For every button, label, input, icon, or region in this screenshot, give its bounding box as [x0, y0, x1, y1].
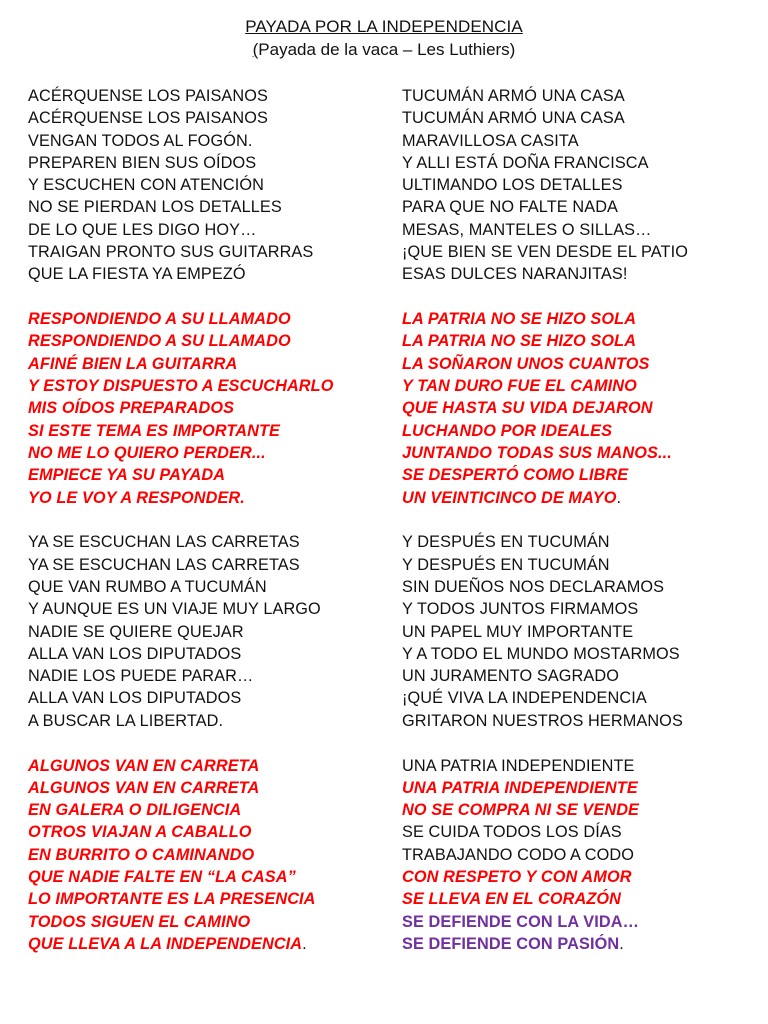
verse-line — [402, 308, 768, 330]
verse-line-text: TODOS SIGUEN EL CAMINO — [28, 912, 251, 931]
verse-line-text: QUE NADIE FALTE EN “LA CASA” — [28, 868, 296, 886]
verse-line — [402, 821, 768, 843]
verse-line — [28, 911, 398, 933]
verse-line-text: PREPAREN BIEN SUS OÍDOS — [28, 153, 257, 172]
verse-line — [402, 531, 768, 553]
verse-line-trailing-punctuation: . — [619, 934, 624, 953]
verse-line — [28, 710, 398, 732]
verse-line — [28, 888, 398, 910]
stanza — [28, 308, 398, 509]
verse-line — [28, 85, 398, 107]
stanza — [402, 85, 768, 286]
verse-line-text: ALGUNOS VAN EN CARRETA — [28, 756, 260, 775]
verse-line — [28, 219, 398, 241]
verse-line-text: ALLA VAN LOS DIPUTADOS — [28, 689, 242, 708]
verse-line-text: SI ESTE TEMA ES IMPORTANTE — [28, 421, 280, 440]
verse-line-text: NO SE PIERDAN LOS DETALLES — [28, 198, 282, 217]
verse-line — [28, 621, 398, 643]
verse-line-text: ¡QUÉ VIVA LA INDEPENDENCIA — [402, 689, 647, 708]
verse-line — [402, 777, 768, 799]
verse-line-text: QUE LA FIESTA YA EMPEZÓ — [28, 265, 246, 284]
verse-line — [402, 464, 768, 486]
verse-line — [28, 844, 398, 866]
verse-line-text: LO IMPORTANTE ES LA PRESENCIA — [28, 890, 316, 909]
verse-line-text: LA SOÑARON UNOS CUANTOS — [402, 354, 650, 373]
verse-line — [402, 643, 768, 665]
page-subtitle — [0, 40, 768, 60]
verse-line-text: UN VEINTICINCO DE MAYO — [402, 488, 617, 507]
verse-line-text: MIS OÍDOS PREPARADOS — [28, 399, 235, 418]
verse-line — [402, 330, 768, 352]
verse-line-text: MESAS, MANTELES O SILLAS… — [402, 220, 652, 239]
verse-line-text: UNA PATRIA INDEPENDIENTE — [402, 778, 638, 797]
verse-line-text: TRABAJANDO CODO A CODO — [402, 845, 634, 864]
verse-line-text: ¡QUE BIEN SE VEN DESDE EL PATIO — [402, 243, 688, 262]
verse-line-text: YA SE ESCUCHAN LAS CARRETAS — [28, 555, 300, 574]
verse-line-text: LA PATRIA NO SE HIZO SOLA — [402, 332, 637, 351]
verse-line — [402, 665, 768, 687]
verse-line-text: Y TAN DURO FUE EL CAMINO — [402, 377, 637, 396]
verse-line — [402, 219, 768, 241]
verse-line — [402, 107, 768, 129]
verse-line-text: SE DEFIENDE CON LA VIDA… — [402, 912, 639, 931]
verse-line-trailing-punctuation: . — [302, 934, 307, 953]
verse-line-text: LA PATRIA NO SE HIZO SOLA — [402, 310, 637, 329]
verse-line-text: ACÉRQUENSE LOS PAISANOS — [28, 87, 268, 105]
verse-line — [28, 799, 398, 821]
verse-line — [28, 375, 398, 397]
verse-line — [402, 598, 768, 620]
verse-line — [28, 330, 398, 352]
verse-line — [402, 487, 768, 509]
verse-line-text: Y A TODO EL MUNDO MOSTARMOS — [402, 644, 680, 663]
verse-line — [402, 241, 768, 263]
left-column — [28, 85, 398, 978]
verse-line — [402, 375, 768, 397]
verse-line-text: MARAVILLOSA CASITA — [402, 131, 579, 150]
verse-line-text: PARA QUE NO FALTE NADA — [402, 198, 619, 217]
stanza — [28, 531, 398, 732]
verse-line-text: EN BURRITO O CAMINANDO — [28, 845, 255, 864]
verse-line-text: Y TODOS JUNTOS FIRMAMOS — [402, 600, 639, 619]
verse-line-text: TRAIGAN PRONTO SUS GUITARRAS — [28, 243, 314, 262]
verse-line — [402, 576, 768, 598]
verse-line — [28, 397, 398, 419]
verse-line — [402, 420, 768, 442]
subtitle-open-paren: ( — [252, 40, 259, 59]
verse-line-text: Y AUNQUE ES UN VIAJE MUY LARGO — [28, 600, 321, 619]
verse-line — [28, 174, 398, 196]
verse-line-text: JUNTANDO TODAS SUS MANOS... — [402, 443, 672, 462]
verse-line — [28, 152, 398, 174]
verse-line-text: UNA PATRIA INDEPENDIENTE — [402, 756, 635, 775]
verse-line — [402, 866, 768, 888]
verse-line — [402, 710, 768, 732]
verse-line-text: UN JURAMENTO SAGRADO — [402, 667, 619, 686]
verse-line — [402, 799, 768, 821]
verse-line-text: YO LE VOY A RESPONDER. — [28, 488, 245, 507]
verse-line-text: Y DESPUÉS EN TUCUMÁN — [402, 555, 610, 574]
verse-line — [28, 755, 398, 777]
right-column — [402, 85, 768, 978]
verse-line — [28, 308, 398, 330]
verse-line-text: ALGUNOS VAN EN CARRETA — [28, 778, 260, 797]
stanza — [402, 531, 768, 732]
stanza — [402, 308, 768, 509]
verse-line — [28, 420, 398, 442]
verse-line — [28, 777, 398, 799]
verse-line-text: QUE LLEVA A LA INDEPENDENCIA — [28, 934, 303, 953]
verse-line-text: Y ALLI ESTÁ DOÑA FRANCISCA — [402, 153, 649, 172]
verse-line — [28, 196, 398, 218]
verse-line — [28, 442, 398, 464]
subtitle-text: Payada de la vaca – Les Luthiers) — [258, 40, 516, 59]
verse-line-text: SE DESPERTÓ COMO LIBRE — [402, 466, 629, 485]
verse-line — [28, 643, 398, 665]
verse-line — [402, 621, 768, 643]
verse-line-text: ESAS DULCES NARANJITAS! — [402, 265, 628, 284]
page-title: PAYADA POR LA INDEPENDENCIA — [245, 17, 523, 36]
stanza — [402, 755, 768, 956]
verse-line — [402, 933, 768, 955]
verse-line-text: Y ESCUCHEN CON ATENCIÓN — [28, 176, 264, 195]
verse-line — [402, 442, 768, 464]
verse-line-text: NO SE COMPRA NI SE VENDE — [402, 801, 640, 820]
verse-line — [28, 598, 398, 620]
verse-line-text: A BUSCAR LA LIBERTAD. — [28, 711, 224, 730]
verse-line — [28, 687, 398, 709]
verse-line — [28, 576, 398, 598]
verse-line — [28, 130, 398, 152]
verse-line — [402, 687, 768, 709]
verse-line-trailing-punctuation: . — [616, 488, 622, 507]
verse-line — [402, 85, 768, 107]
verse-line — [28, 866, 398, 888]
verse-line — [402, 755, 768, 777]
verse-line — [402, 353, 768, 375]
verse-line-text: RESPONDIENDO A SU LLAMADO — [28, 310, 291, 329]
verse-line-text: NO ME LO QUIERO PERDER... — [28, 443, 266, 462]
verse-line — [28, 464, 398, 486]
verse-line — [28, 554, 398, 576]
verse-line-text: DE LO QUE LES DIGO HOY… — [28, 220, 257, 239]
verse-line-text: NADIE LOS PUEDE PARAR… — [28, 667, 254, 686]
verse-line-text: CON RESPETO Y CON AMOR — [402, 868, 632, 886]
verse-line-text: ALLA VAN LOS DIPUTADOS — [28, 644, 242, 663]
verse-line — [402, 554, 768, 576]
verse-line — [28, 665, 398, 687]
verse-line-text: RESPONDIENDO A SU LLAMADO — [28, 332, 291, 351]
verse-line-text: ACÉRQUENSE LOS PAISANOS — [28, 109, 268, 128]
verse-line-text: SIN DUEÑOS NOS DECLARAMOS — [402, 577, 665, 596]
verse-line — [402, 844, 768, 866]
verse-line-text: YA SE ESCUCHAN LAS CARRETAS — [28, 533, 300, 552]
verse-line — [402, 130, 768, 152]
verse-line — [28, 107, 398, 129]
verse-line-text: TUCUMÁN ARMÓ UNA CASA — [402, 109, 625, 128]
verse-line-text: LUCHANDO POR IDEALES — [402, 421, 613, 440]
verse-line — [402, 152, 768, 174]
verse-line — [28, 821, 398, 843]
verse-line-text: QUE VAN RUMBO A TUCUMÁN — [28, 577, 267, 596]
verse-line-text: Y DESPUÉS EN TUCUMÁN — [402, 533, 610, 552]
verse-line — [402, 888, 768, 910]
verse-line-text: EN GALERA O DILIGENCIA — [28, 801, 242, 820]
stanza — [28, 755, 398, 956]
verse-line — [28, 933, 398, 955]
verse-line-text: GRITARON NUESTROS HERMANOS — [402, 711, 683, 730]
verse-line — [402, 911, 768, 933]
verse-line — [28, 353, 398, 375]
stanza — [28, 85, 398, 286]
verse-line-text: SE CUIDA TODOS LOS DÍAS — [402, 823, 622, 842]
verse-line-text: ULTIMANDO LOS DETALLES — [402, 176, 623, 195]
verse-line-text: SE LLEVA EN EL CORAZÓN — [402, 890, 621, 909]
verse-line — [402, 263, 768, 285]
verse-line — [28, 531, 398, 553]
verse-line-text: TUCUMÁN ARMÓ UNA CASA — [402, 87, 625, 105]
verse-line-text: QUE HASTA SU VIDA DEJARON — [402, 399, 653, 418]
verse-line — [402, 196, 768, 218]
verse-line — [402, 174, 768, 196]
verse-line-text: NADIE SE QUIERE QUEJAR — [28, 622, 244, 641]
verse-line-text: UN PAPEL MUY IMPORTANTE — [402, 622, 634, 641]
verse-line-text: OTROS VIAJAN A CABALLO — [28, 823, 252, 842]
verse-line — [28, 487, 398, 509]
verse-line-text: SE DEFIENDE CON PASIÓN — [402, 934, 620, 953]
verse-line-text: Y ESTOY DISPUESTO A ESCUCHARLO — [28, 377, 334, 396]
verse-line-text: AFINÉ BIEN LA GUITARRA — [28, 354, 238, 373]
verse-line — [28, 263, 398, 285]
verse-line-text: VENGAN TODOS AL FOGÓN. — [28, 131, 253, 150]
verse-line-text: EMPIECE YA SU PAYADA — [28, 466, 226, 485]
verse-line — [402, 397, 768, 419]
verse-line — [28, 241, 398, 263]
